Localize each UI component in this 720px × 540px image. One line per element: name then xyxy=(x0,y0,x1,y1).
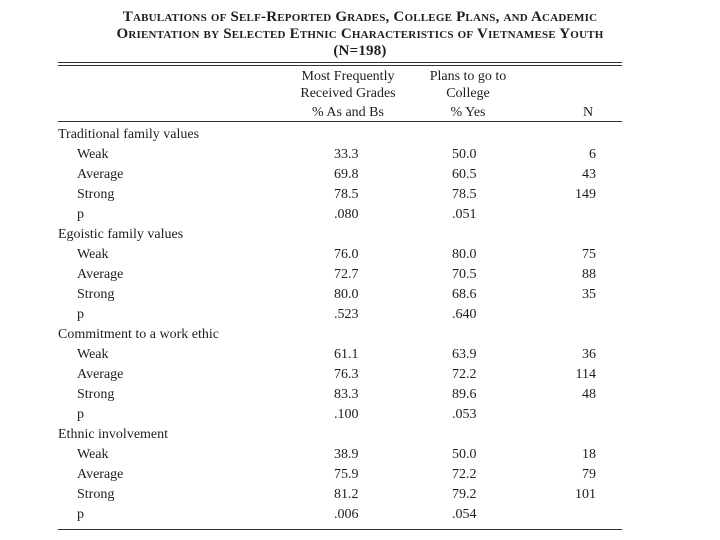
college-value: .053 xyxy=(452,407,477,422)
row-label: p xyxy=(77,207,84,222)
college-value: 80.0 xyxy=(452,247,477,262)
table-row xyxy=(58,505,628,525)
table-row xyxy=(58,145,628,165)
n-value: 36 xyxy=(582,347,596,362)
bottom-rule xyxy=(58,529,622,530)
grades-value: 38.9 xyxy=(334,447,359,462)
table-row xyxy=(58,285,628,305)
row-label: p xyxy=(77,507,84,522)
table-row xyxy=(58,365,628,385)
n-value: 79 xyxy=(582,467,596,482)
college-value: 60.5 xyxy=(452,167,477,182)
college-value: 72.2 xyxy=(452,367,477,382)
header-grades-sub: % As and Bs xyxy=(312,105,384,120)
grades-value: 76.3 xyxy=(334,367,359,382)
section-title: Ethnic involvement xyxy=(58,427,169,442)
header-college xyxy=(408,68,528,102)
row-label: Strong xyxy=(77,287,115,302)
table-row xyxy=(58,385,628,405)
top-rule-2 xyxy=(58,65,622,66)
title-line-1: Tabulations of Self-Reported Grades, College Plans, and Academic xyxy=(122,9,598,25)
row-label: p xyxy=(77,307,84,322)
grades-value: 83.3 xyxy=(334,387,359,402)
college-value: 72.2 xyxy=(452,467,477,482)
row-label: Strong xyxy=(77,187,115,202)
n-value: 18 xyxy=(582,447,596,462)
header-grades-line-2: Received Grades xyxy=(300,86,396,101)
grades-value: 72.7 xyxy=(334,267,359,282)
title-line-2: Orientation by Selected Ethnic Characteristics of Vietnamese Youth xyxy=(116,26,604,42)
header-grades xyxy=(278,68,418,102)
table-row xyxy=(58,265,628,285)
college-value: 78.5 xyxy=(452,187,477,202)
table-row xyxy=(58,205,628,225)
header-grades-line-1: Most Frequently xyxy=(301,69,395,84)
table-row xyxy=(58,305,628,325)
n-value: 149 xyxy=(575,187,596,202)
n-value: 43 xyxy=(582,167,596,182)
table-row xyxy=(58,485,628,505)
grades-value: 61.1 xyxy=(334,347,359,362)
row-label: p xyxy=(77,407,84,422)
row-label: Average xyxy=(77,367,124,382)
row-label: Average xyxy=(77,467,124,482)
n-value: 101 xyxy=(575,487,596,502)
table-row xyxy=(58,185,628,205)
n-value: 114 xyxy=(575,367,596,382)
college-value: 70.5 xyxy=(452,267,477,282)
college-value: .640 xyxy=(452,307,477,322)
row-label: Weak xyxy=(77,247,109,262)
header-college-line-1: Plans to go to xyxy=(429,69,507,84)
title-line-3: (N=198) xyxy=(333,43,387,59)
table-row xyxy=(58,345,628,365)
section-title: Traditional family values xyxy=(58,127,200,142)
grades-value: 75.9 xyxy=(334,467,359,482)
table-row xyxy=(58,245,628,265)
n-value: 75 xyxy=(582,247,596,262)
grades-value: .080 xyxy=(334,207,359,222)
grades-value: 76.0 xyxy=(334,247,359,262)
row-label: Strong xyxy=(77,387,115,402)
college-value: 63.9 xyxy=(452,347,477,362)
college-value: 68.6 xyxy=(452,287,477,302)
row-label: Strong xyxy=(77,487,115,502)
top-rule-1 xyxy=(58,62,622,63)
college-value: .054 xyxy=(452,507,477,522)
row-label: Weak xyxy=(77,447,109,462)
row-label: Weak xyxy=(77,347,109,362)
header-rule xyxy=(58,121,622,122)
grades-value: 69.8 xyxy=(334,167,359,182)
college-value: 89.6 xyxy=(452,387,477,402)
grades-value: 80.0 xyxy=(334,287,359,302)
grades-value: .100 xyxy=(334,407,359,422)
table-title xyxy=(0,9,720,60)
header-n: N xyxy=(582,105,594,120)
n-value: 35 xyxy=(582,287,596,302)
section-title: Egoistic family values xyxy=(58,227,184,242)
row-label: Average xyxy=(77,167,124,182)
header-college-sub: % Yes xyxy=(450,105,486,120)
grades-value: 33.3 xyxy=(334,147,359,162)
row-label: Weak xyxy=(77,147,109,162)
n-value: 6 xyxy=(589,147,596,162)
section-title: Commitment to a work ethic xyxy=(58,327,219,342)
college-value: 50.0 xyxy=(452,147,477,162)
college-value: 50.0 xyxy=(452,447,477,462)
grades-value: .006 xyxy=(334,507,359,522)
grades-value: 81.2 xyxy=(334,487,359,502)
table-row xyxy=(58,405,628,425)
n-value: 48 xyxy=(582,387,596,402)
header-college-line-2: College xyxy=(446,86,490,101)
data-table xyxy=(58,125,628,525)
grades-value: .523 xyxy=(334,307,359,322)
table-row xyxy=(58,165,628,185)
college-value: 79.2 xyxy=(452,487,477,502)
row-label: Average xyxy=(77,267,124,282)
college-value: .051 xyxy=(452,207,477,222)
n-value: 88 xyxy=(582,267,596,282)
table-row xyxy=(58,465,628,485)
grades-value: 78.5 xyxy=(334,187,359,202)
table-row xyxy=(58,445,628,465)
